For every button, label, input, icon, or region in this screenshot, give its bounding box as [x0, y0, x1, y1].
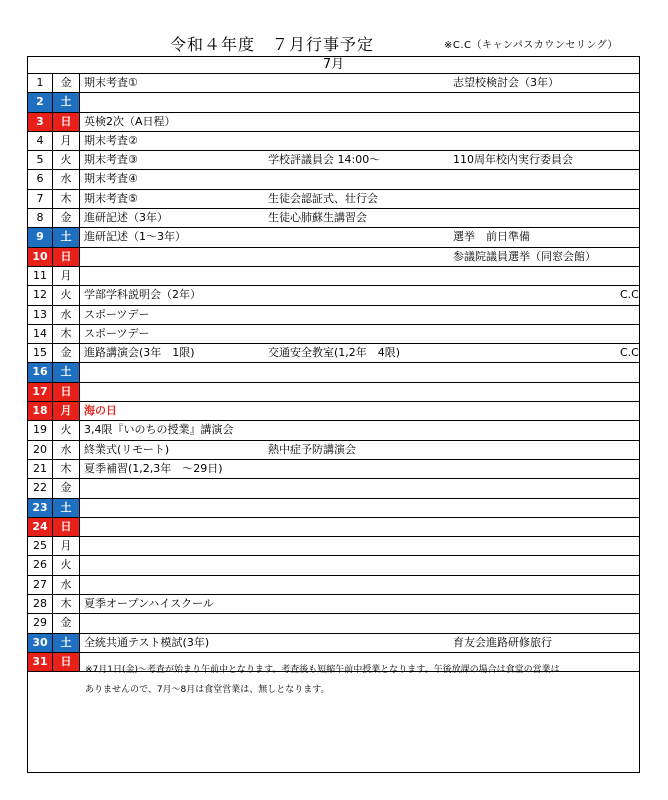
day-number: 20: [28, 441, 53, 459]
event-col-1: 3,4限『いのちの授業』講演会: [84, 423, 234, 437]
weekday: 日: [53, 248, 80, 266]
schedule-row-25: [28, 537, 639, 556]
day-number: 25: [28, 537, 53, 555]
event-col-2: 学校評議員会 14:00～: [268, 153, 381, 167]
schedule-row-2: [28, 93, 639, 112]
day-number: 29: [28, 614, 53, 632]
footnote-line-2: ありませんので、7月～8月は食堂営業は、無しとなります。: [85, 685, 330, 695]
weekday: 金: [53, 74, 80, 92]
page-title: 令和４年度 ７月行事予定: [170, 35, 375, 54]
cc-note: ※C.C（キャンパスカウンセリング）: [444, 40, 618, 51]
weekday: 土: [53, 634, 80, 652]
schedule-row-30: [28, 634, 639, 653]
schedule-row-7: [28, 190, 639, 209]
event-col-2: 交通安全教室(1,2年 4限): [268, 346, 401, 360]
event-col-1: 夏季オープンハイスクール: [84, 597, 214, 611]
weekday: 土: [53, 228, 80, 246]
weekday: 火: [53, 151, 80, 169]
event-col-2: 熱中症予防講演会: [268, 442, 356, 456]
schedule-row-3: [28, 113, 639, 132]
weekday: 土: [53, 499, 80, 517]
event-col-2: 生徒会認証式、壮行会: [268, 191, 378, 205]
schedule-row-22: [28, 479, 639, 498]
weekday: 金: [53, 209, 80, 227]
day-number: 14: [28, 325, 53, 343]
weekday: 木: [53, 460, 80, 478]
weekday: 火: [53, 286, 80, 304]
event-col-4: C.C: [620, 346, 639, 360]
event-col-4: C.C: [620, 288, 639, 302]
day-number: 12: [28, 286, 53, 304]
month-header: 7月: [28, 57, 639, 74]
event-col-1: 海の日: [84, 404, 117, 418]
schedule-row-15: [28, 344, 639, 363]
weekday: 金: [53, 479, 80, 497]
schedule-row-4: [28, 132, 639, 151]
weekday: 日: [53, 653, 80, 671]
schedule-row-18: [28, 402, 639, 421]
weekday: 日: [53, 113, 80, 131]
day-number: 18: [28, 402, 53, 420]
schedule-row-14: [28, 325, 639, 344]
weekday: 月: [53, 402, 80, 420]
weekday: 火: [53, 556, 80, 574]
weekday: 火: [53, 421, 80, 439]
weekday: 木: [53, 190, 80, 208]
event-col-1: 終業式(リモート): [84, 442, 170, 456]
event-col-1: 進路講演会(3年 1限): [84, 346, 195, 360]
weekday: 木: [53, 595, 80, 613]
event-col-2: 生徒心肺蘇生講習会: [268, 211, 367, 225]
schedule-row-13: [28, 306, 639, 325]
event-col-1: 全統共通テスト模試(3年): [84, 635, 210, 649]
schedule-row-11: [28, 267, 639, 286]
schedule-rows: [28, 74, 639, 672]
weekday: 月: [53, 267, 80, 285]
schedule-row-21: [28, 460, 639, 479]
event-col-3: 参議院議員選挙（同窓会館）: [453, 249, 596, 263]
event-col-1: 期末考査②: [84, 133, 138, 147]
event-col-3: 選挙 前日準備: [453, 230, 530, 244]
day-number: 30: [28, 634, 53, 652]
schedule-row-27: [28, 576, 639, 595]
day-number: 6: [28, 170, 53, 188]
event-col-1: スポーツデー: [84, 326, 150, 340]
weekday: 水: [53, 170, 80, 188]
event-col-1: 進研記述（3年）: [84, 211, 168, 225]
day-number: 3: [28, 113, 53, 131]
schedule-row-24: [28, 518, 639, 537]
schedule-row-1: [28, 74, 639, 93]
schedule-row-16: [28, 363, 639, 382]
day-number: 11: [28, 267, 53, 285]
event-col-1: スポーツデー: [84, 307, 150, 321]
event-col-1: 期末考査③: [84, 153, 138, 167]
event-col-3: 育友会進路研修旅行: [453, 635, 552, 649]
page-header: [0, 30, 668, 54]
schedule-row-6: [28, 170, 639, 189]
schedule-row-29: [28, 614, 639, 633]
day-number: 28: [28, 595, 53, 613]
day-number: 19: [28, 421, 53, 439]
day-number: 31: [28, 653, 53, 671]
schedule-row-9: [28, 228, 639, 247]
day-number: 1: [28, 74, 53, 92]
day-number: 5: [28, 151, 53, 169]
schedule-row-17: [28, 383, 639, 402]
day-number: 4: [28, 132, 53, 150]
day-number: 10: [28, 248, 53, 266]
day-number: 24: [28, 518, 53, 536]
day-number: 7: [28, 190, 53, 208]
weekday: 日: [53, 383, 80, 401]
weekday: 月: [53, 537, 80, 555]
weekday: 土: [53, 363, 80, 381]
event-col-1: 学部学科説明会（2年）: [84, 288, 201, 302]
day-number: 21: [28, 460, 53, 478]
schedule-row-26: [28, 556, 639, 575]
day-number: 22: [28, 479, 53, 497]
schedule-row-28: [28, 595, 639, 614]
day-number: 17: [28, 383, 53, 401]
event-col-1: 英検2次（A日程）: [84, 114, 176, 128]
weekday: 水: [53, 576, 80, 594]
schedule-row-20: [28, 441, 639, 460]
footnote: [85, 660, 645, 700]
event-col-3: 志望校検討会（3年）: [453, 76, 559, 89]
weekday: 金: [53, 614, 80, 632]
day-number: 23: [28, 499, 53, 517]
event-col-1: 期末考査⑤: [84, 191, 138, 205]
schedule-row-23: [28, 499, 639, 518]
schedule-row-12: [28, 286, 639, 305]
day-number: 15: [28, 344, 53, 362]
day-number: 2: [28, 93, 53, 111]
schedule-row-10: [28, 248, 639, 267]
footnote-line-1: ※7月1日(金)～考査が始まり午前中となります。考査後も短縮午前中授業となります。午後放課の場合は食堂の営業は: [85, 665, 560, 675]
day-number: 13: [28, 306, 53, 324]
weekday: 木: [53, 325, 80, 343]
event-col-1: 期末考査④: [84, 172, 138, 186]
weekday: 水: [53, 306, 80, 324]
weekday: 日: [53, 518, 80, 536]
weekday: 月: [53, 132, 80, 150]
weekday: 土: [53, 93, 80, 111]
day-number: 26: [28, 556, 53, 574]
event-col-1: 期末考査①: [84, 76, 138, 89]
schedule-row-5: [28, 151, 639, 170]
weekday: 金: [53, 344, 80, 362]
event-col-1: 進研記述（1～3年）: [84, 230, 186, 244]
schedule-row-19: [28, 421, 639, 440]
day-number: 27: [28, 576, 53, 594]
event-col-1: 夏季補習(1,2,3年 ～29日): [84, 461, 223, 475]
schedule-row-8: [28, 209, 639, 228]
weekday: 水: [53, 441, 80, 459]
event-col-3: 110周年校内実行委員会: [453, 153, 573, 167]
day-number: 9: [28, 228, 53, 246]
day-number: 8: [28, 209, 53, 227]
day-number: 16: [28, 363, 53, 381]
